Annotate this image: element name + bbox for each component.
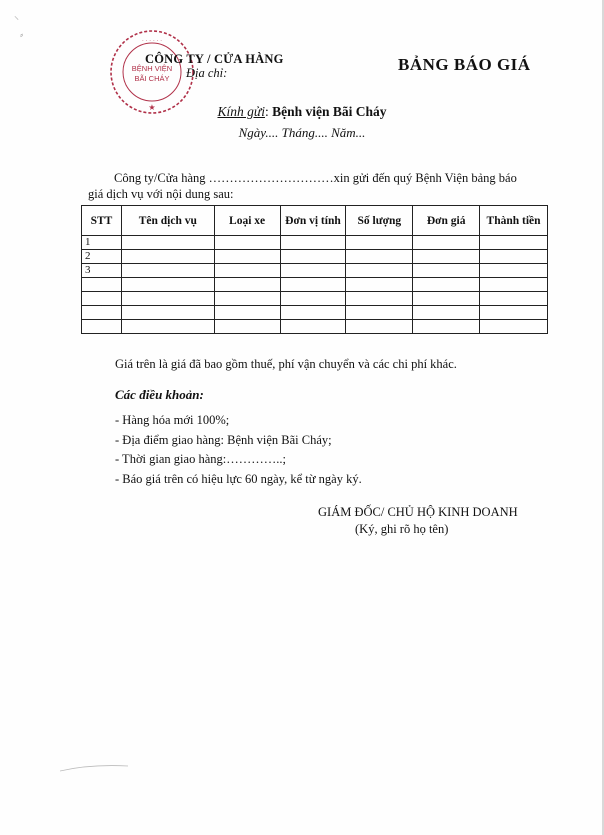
scan-mark: ⸜ <box>14 11 19 22</box>
table-cell <box>413 264 480 278</box>
intro-line-2: giá dịch vụ với nội dung sau: <box>88 187 234 201</box>
table-cell <box>346 236 413 250</box>
table-cell <box>121 320 214 334</box>
table-cell: 1 <box>82 236 122 250</box>
table-cell <box>413 306 480 320</box>
scan-mark <box>60 762 130 774</box>
table-cell <box>82 292 122 306</box>
hospital-stamp <box>108 28 196 116</box>
table-cell <box>214 250 280 264</box>
document-title: BẢNG BÁO GIÁ <box>398 55 531 74</box>
table-cell <box>121 236 214 250</box>
table-row <box>82 306 548 320</box>
table-cell <box>480 250 548 264</box>
table-cell <box>280 250 346 264</box>
signature-note: (Ký, ghi rõ họ tên) <box>355 522 449 536</box>
scan-mark: ⸗ <box>20 30 24 41</box>
terms-list <box>115 411 362 489</box>
table-row <box>82 264 548 278</box>
table-cell <box>214 320 280 334</box>
recipient-separator: : <box>264 104 273 119</box>
table-cell <box>480 320 548 334</box>
table-cell <box>121 264 214 278</box>
table-cell <box>82 306 122 320</box>
table-cell <box>214 292 280 306</box>
svg-text:· · · · · ·: · · · · · · <box>141 38 163 44</box>
table-cell: 2 <box>82 250 122 264</box>
table-cell <box>413 292 480 306</box>
table-row <box>82 292 548 306</box>
table-cell <box>480 292 548 306</box>
table-cell <box>121 250 214 264</box>
table-cell <box>480 236 548 250</box>
intro-line-1: Công ty/Cửa hàng …………………………xin gửi đến quý Bệnh Viện bảng báo <box>114 171 517 185</box>
table-cell <box>280 278 346 292</box>
terms-item: - Thời gian giao hàng:…………..; <box>115 452 286 466</box>
table-cell <box>346 250 413 264</box>
header-amount: Thành tiền <box>480 206 548 236</box>
table-row <box>82 320 548 334</box>
table-cell <box>413 250 480 264</box>
signature-title: GIÁM ĐỐC/ CHỦ HỘ KINH DOANH <box>318 505 518 519</box>
table-cell <box>413 236 480 250</box>
header-unit: Đơn vị tính <box>280 206 346 236</box>
table-cell <box>480 264 548 278</box>
table-header-row <box>82 206 548 236</box>
table-cell <box>280 306 346 320</box>
header-quantity: Số lượng <box>346 206 413 236</box>
table-cell <box>82 278 122 292</box>
header-unit-price: Đơn giá <box>413 206 480 236</box>
price-note: Giá trên là giá đã bao gồm thuế, phí vận chuyển và các chi phí khác. <box>115 357 457 371</box>
table-cell <box>82 320 122 334</box>
table-cell <box>280 320 346 334</box>
svg-text:★: ★ <box>148 103 156 112</box>
header-vehicle-type: Loại xe <box>214 206 280 236</box>
table-cell <box>214 306 280 320</box>
intro-paragraph <box>88 170 548 202</box>
table-cell <box>121 306 214 320</box>
table-row <box>82 250 548 264</box>
table-cell <box>280 292 346 306</box>
table-cell <box>413 320 480 334</box>
table-row <box>82 278 548 292</box>
table-cell <box>346 320 413 334</box>
terms-item: - Địa điểm giao hàng: Bệnh viện Bãi Cháy; <box>115 432 332 447</box>
terms-title: Các điều khoản: <box>115 387 204 402</box>
table-cell <box>480 278 548 292</box>
quote-table <box>81 205 548 334</box>
table-row <box>82 236 548 250</box>
table-cell <box>214 278 280 292</box>
svg-text:BÃI CHÁY: BÃI CHÁY <box>134 74 170 83</box>
table-cell <box>346 278 413 292</box>
table-cell <box>346 306 413 320</box>
recipient-line <box>0 104 604 120</box>
table-cell <box>214 264 280 278</box>
date-line: Ngày.... Tháng.... Năm... <box>238 125 366 140</box>
table-cell <box>346 264 413 278</box>
table-cell <box>413 278 480 292</box>
svg-text:BỆNH VIỆN: BỆNH VIỆN <box>131 64 173 73</box>
header-service: Tên dịch vụ <box>121 206 214 236</box>
terms-item: - Báo giá trên có hiệu lực 60 ngày, kể từ ngày ký. <box>115 471 362 486</box>
table-cell <box>121 292 214 306</box>
table-cell <box>480 306 548 320</box>
terms-item: - Hàng hóa mới 100%; <box>115 413 230 427</box>
header-stt: STT <box>82 206 122 236</box>
recipient-label: Kính gửi <box>217 104 265 119</box>
table-cell <box>280 236 346 250</box>
table-cell: 3 <box>82 264 122 278</box>
company-name: CÔNG TY / CỬA HÀNG <box>145 52 284 66</box>
address-label: Địa chỉ: <box>186 66 228 80</box>
table-cell <box>121 278 214 292</box>
table-cell <box>214 236 280 250</box>
table-cell <box>280 264 346 278</box>
recipient-name: Bệnh viện Bãi Cháy <box>272 104 387 119</box>
table-cell <box>346 292 413 306</box>
